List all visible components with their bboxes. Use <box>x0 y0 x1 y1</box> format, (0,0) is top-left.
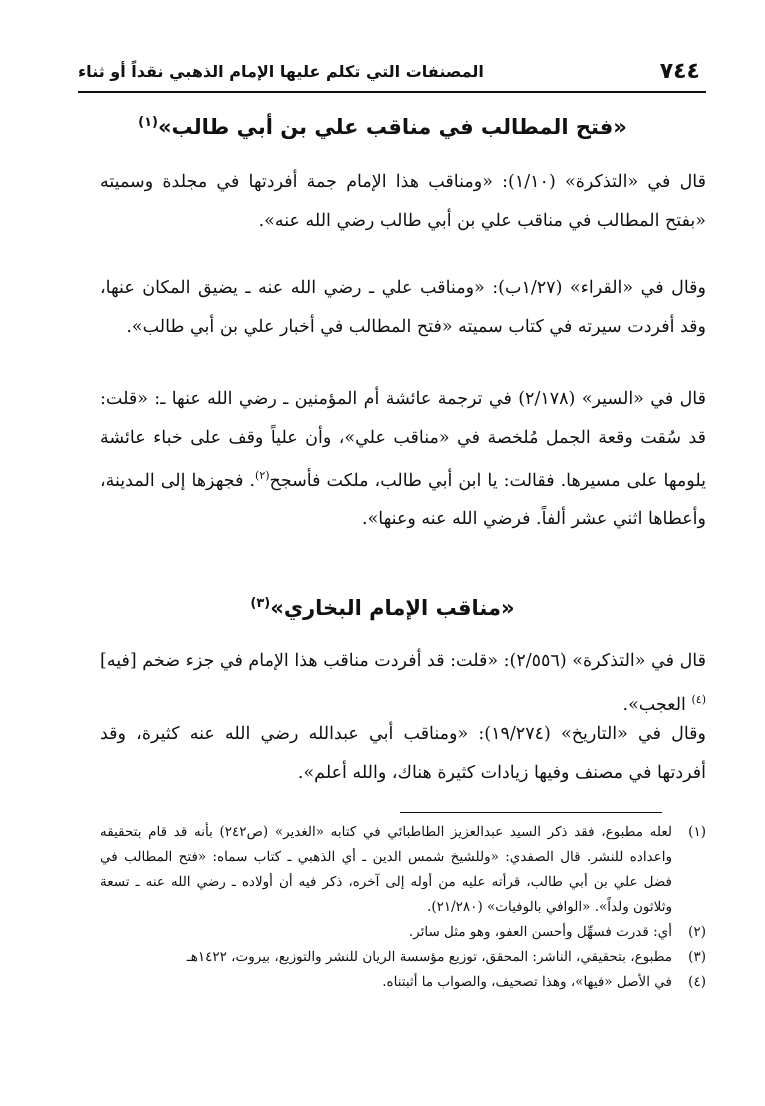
footnote <box>100 945 706 970</box>
page-number: ٧٤٤ <box>659 59 700 84</box>
paragraph-text-part: . فجهزها إلى المدينة، وأعطاها اثني عشر ألفاً. فرضي الله عنه وعنها». <box>100 470 706 530</box>
footnote-text: لعله مطبوع، فقد ذكر السيد عبدالعزيز الطاطبائي في كتابه «الغدير» (ص٢٤٢) بأنه قد قام بتحقيقه واعداده للنشر. قال الصفدي: «وللشيخ شمس الدين ـ أي الذهبي ـ كتاب سماه: «فتح المطالب في فضل علي بن أبي طالب، قرأته عليه من أوله إلى آخره، ذكر فيه أن أولاده ـ رضي الله عنه ـ تسعة وثلاثون ولداً». «الوافي بالوفيات» (٢١/٢٨٠). <box>100 824 672 915</box>
paragraph-text <box>100 642 706 724</box>
paragraph <box>100 715 706 792</box>
section-title-manaqib-al-bukhari <box>0 596 765 620</box>
footnote-text: أي: قدرت فسهِّل وأحسن العفو، وهو مثل سائر. <box>408 924 672 940</box>
footnote-number: (٢) <box>688 924 706 940</box>
running-title: المصنفات التي تكلم عليها الإمام الذهبي نقداً أو ثناء <box>78 62 484 81</box>
paragraph-text <box>100 380 706 539</box>
paragraph <box>100 163 706 240</box>
footnote-ref: (٤) <box>691 692 706 706</box>
paragraph-text: وقال في «التاريخ» (١٩/٢٧٤): «ومناقب أبي عبدالله رضي الله عنه كثيرة، وقد أفردتها في مصنف وفيها زيادات كثيرة هناك، والله أعلم». <box>100 724 706 783</box>
paragraph-text-part: قال في «التذكرة» (٢/٥٥٦): «قلت: قد أفردت مناقب هذا الإمام في جزء ضخم [فيه] <box>100 651 706 671</box>
paragraph-text-part: العجب». <box>622 694 692 715</box>
footnote-text: مطبوع، بتحقيقي، الناشر: المحقق، توزيع مؤسسة الريان للنشر والتوزيع، بيروت، ١٤٢٢هـ <box>186 949 672 965</box>
paragraph-text: قال في «التذكرة» (١/١٠): «ومناقب هذا الإمام جمة أفردتها في مجلدة وسميته «بفتح المطالب في مناقب علي بن أبي طالب رضي الله عنه». <box>100 172 706 231</box>
footnote <box>100 970 706 995</box>
footnote <box>100 820 706 920</box>
paragraph-text: وقال في «القراء» (١/٢٧ب): «ومناقب علي ـ رضي الله عنه ـ يضيق المكان عنها، وقد أفردت سيرته في كتاب سميته «فتح المطالب في أخبار علي بن أبي طالب». <box>100 278 706 337</box>
footnotes <box>100 820 706 995</box>
paragraph-text-part: قال في «السير» (٢/١٧٨) في ترجمة عائشة أم المؤمنين ـ رضي الله عنها ـ: «قلت: قد سُقت وقعة الجمل مُلخصة في «مناقب علي»، وأن علياً وقف على خباء عائشة يلومها على مسيرها. فقالت: يا ابن أبي طالب، ملكت فأسجح <box>100 389 706 491</box>
footnote-number: (١) <box>688 824 706 840</box>
paragraph <box>100 269 706 346</box>
footnote-number: (٤) <box>688 974 706 990</box>
paragraph <box>100 642 706 724</box>
section-title-fath-al-matalib <box>0 115 765 139</box>
footnote-ref: (٢) <box>255 469 270 482</box>
footnote-ref: (١) <box>138 115 158 130</box>
footnote-divider <box>400 812 662 813</box>
section-title-text: «مناقب الإمام البخاري» <box>270 596 515 620</box>
page-header <box>78 55 706 93</box>
paragraph <box>100 380 706 539</box>
footnote <box>100 920 706 945</box>
footnote-ref: (٣) <box>250 596 271 611</box>
footnote-number: (٣) <box>688 949 706 965</box>
footnote-text: في الأصل «فيها»، وهذا تصحيف، والصواب ما أثبتناه. <box>382 974 672 990</box>
section-title-text: «فتح المطالب في مناقب علي بن أبي طالب» <box>157 115 627 139</box>
